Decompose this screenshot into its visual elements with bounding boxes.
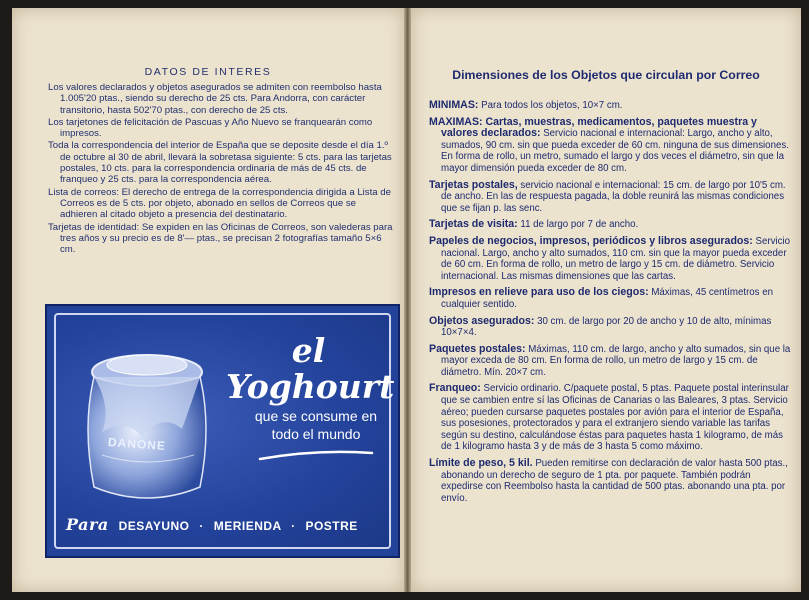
- right-page-title: Dimensiones de los Objetos que circulan por Correo: [452, 68, 760, 82]
- section-text: Servicio ordinario. C/paquete postal, 5 ptas. Paquete postal interinsular que se cambien entre sí las Oficinas de Canarias o las Baleares, 3 ptas. Servicio aéreo; pueden cursarse paquetes postales por avión para el interior de España, sus posesiones, protectorados y para el extranjero siendo variable las tarifas según su destino, calculándose éstas para paquetes hasta 1 kilogramo, de más de 1 kilogramo hasta 3 y de más de 3 hasta 5 como máximo.: [441, 383, 789, 453]
- section-heading: Objetos asegurados:: [429, 314, 535, 327]
- section-text: 11 de largo por 7 de ancho.: [517, 219, 639, 231]
- section-heading: MINIMAS:: [429, 99, 479, 111]
- left-page-title: DATOS DE INTERES: [144, 66, 272, 78]
- section-text: 30 cm. de largo por 20 de ancho y 10 de alto, mínimas 10×7×4.: [441, 315, 772, 339]
- ad-item-desayuno: DESAYUNO: [118, 519, 190, 533]
- right-page-body: [429, 100, 791, 509]
- ad-frame: [54, 313, 395, 549]
- section-limite-peso: [429, 458, 791, 504]
- left-page-body: [48, 82, 393, 256]
- jar-label: DANONE: [107, 434, 167, 454]
- danone-advertisement: [45, 304, 400, 558]
- dot-separator-icon: ·: [291, 519, 296, 533]
- section-maximas: [429, 117, 791, 175]
- paragraph-tarjetones: Los tarjetones de felicitación de Pascuas y Año Nuevo se franquearán como impresos.: [48, 116, 373, 140]
- dot-separator-icon: ·: [199, 519, 204, 533]
- ad-item-postre: POSTRE: [305, 519, 358, 533]
- left-page: [12, 8, 404, 592]
- section-tarjetas-visita: [429, 219, 791, 231]
- section-franqueo: [429, 383, 791, 453]
- right-page: [411, 8, 801, 592]
- section-impresos-ciegos: [429, 287, 791, 310]
- section-tarjetas-postales: [429, 180, 791, 215]
- section-text: Para todos los objetos, 10×7 cm.: [478, 100, 623, 111]
- paragraph-sobretasa: Toda la correspondencia del interior de España que se deposite desde el día 1.º de octubre al 30 de abril, llevará la sobretasa siguiente: 5 cts. para las tarjetas postales, 10 cts. para la correspondencia ordinaria de más de 45 cts. de franqueo y 25 cts. para la correspondencia aérea.: [48, 140, 392, 186]
- booklet-spine: [404, 8, 411, 592]
- section-heading: MAXIMAS: Cartas, muestras, medicamentos, paquetes muestra y valores declarados:: [429, 115, 757, 140]
- section-text: Máximas, 110 cm. de largo, ancho y alto sumados, sin que la mayor exceda de 80 cm. En forma de rollo, un metro de largo y 15 cm. de diámetro. Mín. 20×7 cm.: [441, 343, 791, 378]
- section-heading: Límite de peso, 5 kil.: [429, 457, 533, 470]
- ad-para-label: Para: [66, 515, 109, 534]
- paragraph-tarjetas-identidad: Tarjetas de identidad: Se expiden en las Oficinas de Correos, son valederas para tres años y su precio es de 8'— ptas., se precisan 2 fotografías tamaño 5×6 cm.: [48, 221, 393, 256]
- yoghurt-jar-illustration: [72, 337, 222, 507]
- paragraph-valores: Los valores declarados y objetos asegurados se admiten con reembolso hasta 1.005'20 ptas., siendo su derecho de 25 cts. Para Andorra, con carácter transitorio, hasta 502'70 ptas., con derecho de 25 cts.: [48, 82, 382, 116]
- section-papeles-negocios: [429, 236, 791, 282]
- section-objetos-asegurados: [429, 316, 791, 339]
- section-heading: Tarjetas de visita:: [429, 218, 518, 231]
- section-text: Pueden remitirse con declaración de valor hasta 500 ptas., abonando un derecho de seguro de 1 pta. por paquete. También podrán expedirse con Reembolso hasta la cantidad de 500 ptas. abonando una pta. por envío.: [441, 458, 788, 504]
- ad-meals-line: [66, 515, 386, 534]
- section-heading: Impresos en relieve para uso de los ciegos:: [429, 286, 649, 299]
- section-text: Máximas, 45 centímetros en cualquier sentido.: [441, 287, 773, 310]
- section-heading: Tarjetas postales,: [429, 178, 518, 191]
- ad-item-merienda: MERIENDA: [213, 519, 282, 533]
- section-heading: Papeles de negocios, impresos, periódicos y libros asegurados:: [429, 234, 753, 247]
- ad-brand-name: el Yoghourt: [226, 331, 395, 406]
- ad-tagline: que se consume en todo el mundo: [254, 408, 378, 442]
- section-paquetes-postales: [429, 344, 791, 379]
- section-heading: Franqueo:: [429, 382, 481, 395]
- swoosh-underline-icon: [256, 447, 376, 463]
- section-text: Servicio nacional e internacional: Largo, ancho y alto, sumados, 90 cm. sin que pueda exceder de 60 cm. ninguna de sus dimensiones. En forma de rollo, un metro, sumado el largo y dos veces el diámetro, sin que la mayor dimensión pueda exceder de 80 cm.: [441, 128, 789, 174]
- section-text: servicio nacional e internacional: 15 cm. de largo por 10'5 cm. de ancho. En las de respuesta pagada, la doble reunirá las mismas condiciones que se fijan p. las senc.: [441, 179, 786, 214]
- section-text: Servicio nacional. Largo, ancho y alto sumados, 110 cm. sin que la mayor pueda exceder de 60 cm. En forma de rollo, un metro de largo y 15 cm. de diámetro. Servicio internacional. Las mismas dimensiones que las cartas.: [441, 235, 790, 282]
- section-minimas: [429, 100, 791, 112]
- paragraph-lista-correos: Lista de correos: El derecho de entrega de la correspondencia dirigida a Lista de Correos es de 5 cts. por objeto, abonado en sellos de Correos que se adhieren al citado objeto a presencia del destinatario.: [48, 186, 391, 221]
- section-heading: Paquetes postales:: [429, 342, 526, 355]
